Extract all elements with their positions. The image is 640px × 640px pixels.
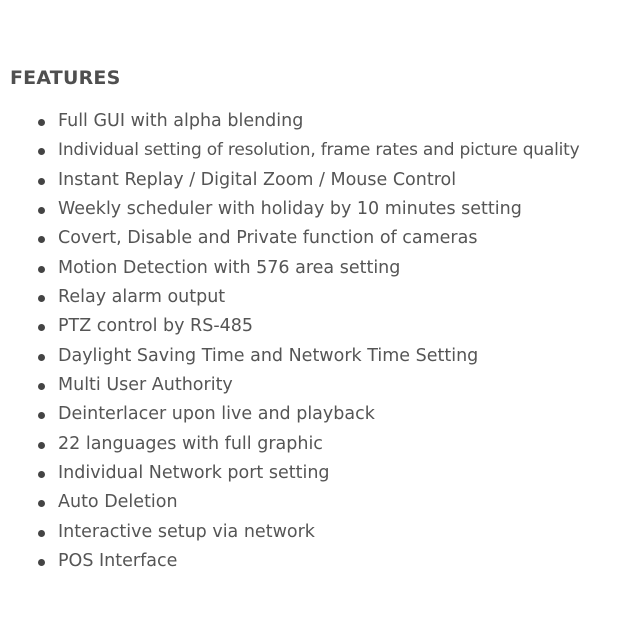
feature-text: Individual setting of resolution, frame rates and picture quality <box>58 140 580 161</box>
feature-text: Instant Replay / Digital Zoom / Mouse Control <box>58 169 457 190</box>
feature-text: Full GUI with alpha blending <box>58 111 304 131</box>
bullet-icon <box>38 266 45 273</box>
feature-text: Covert, Disable and Private function of cameras <box>58 228 478 249</box>
bullet-icon <box>38 119 45 126</box>
feature-item <box>10 371 635 400</box>
feature-item <box>10 518 635 547</box>
feature-text: Motion Detection with 576 area setting <box>58 257 401 278</box>
feature-text: Daylight Saving Time and Network Time Setting <box>58 345 479 366</box>
feature-text: POS Interface <box>58 551 178 572</box>
bullet-icon <box>38 236 45 243</box>
bullet-icon <box>38 530 45 537</box>
feature-text: Auto Deletion <box>58 492 178 513</box>
feature-item <box>10 459 635 488</box>
feature-text: PTZ control by RS-485 <box>58 316 254 337</box>
bullet-icon <box>38 559 45 566</box>
features-section <box>10 66 635 577</box>
feature-text: Deinterlacer upon live and playback <box>58 404 375 425</box>
bullet-icon <box>38 412 45 419</box>
bullet-icon <box>38 178 45 185</box>
feature-text: Relay alarm output <box>58 287 226 308</box>
feature-item <box>10 312 635 341</box>
bullet-icon <box>38 207 45 214</box>
bullet-icon <box>38 442 45 449</box>
feature-text: Individual Network port setting <box>58 463 330 484</box>
feature-text: Weekly scheduler with holiday by 10 minutes setting <box>58 199 522 220</box>
feature-text: 22 languages with full graphic <box>58 433 323 454</box>
feature-text: Interactive setup via network <box>58 521 315 542</box>
features-heading: FEATURES <box>10 67 121 89</box>
feature-item <box>10 488 635 517</box>
bullet-icon <box>38 148 45 155</box>
bullet-icon <box>38 354 45 361</box>
feature-item <box>10 195 635 224</box>
bullet-icon <box>38 471 45 478</box>
feature-item <box>10 107 635 136</box>
feature-item <box>10 283 635 312</box>
feature-item <box>10 400 635 429</box>
bullet-icon <box>38 500 45 507</box>
bullet-icon <box>38 324 45 331</box>
bullet-icon <box>38 383 45 390</box>
feature-item <box>10 254 635 283</box>
feature-item <box>10 547 635 576</box>
features-list <box>10 107 635 577</box>
feature-text: Multi User Authority <box>58 375 233 396</box>
feature-item <box>10 136 635 165</box>
bullet-icon <box>38 295 45 302</box>
feature-item <box>10 430 635 459</box>
feature-item <box>10 166 635 195</box>
feature-item <box>10 224 635 253</box>
feature-item <box>10 342 635 371</box>
